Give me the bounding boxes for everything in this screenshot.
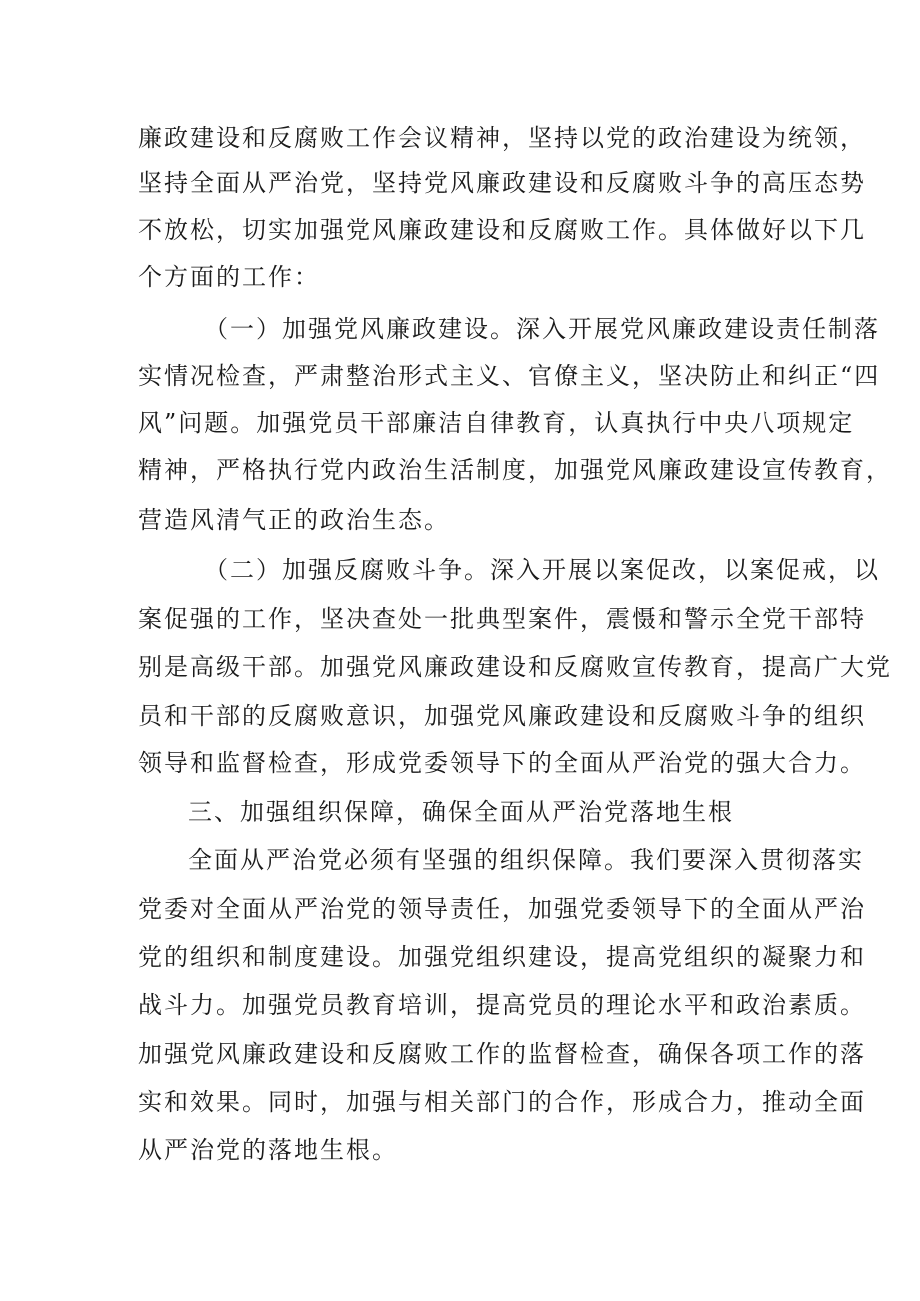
paragraph-line: 个方面的工作： <box>138 263 320 291</box>
paragraph-line: 党委对全面从严治党的领导责任，加强党委领导下的全面从严治 <box>138 895 866 923</box>
paragraph-line: 不放松，切实加强党风廉政建设和反腐败工作。具体做好以下几 <box>138 216 866 244</box>
paragraph-line: 精神，严格执行党内政治生活制度，加强党风廉政建设宣传教育， <box>138 456 892 484</box>
paragraph-line: （二）加强反腐败斗争。深入开展以案促改，以案促戒，以 <box>204 556 880 584</box>
paragraph-line: 别是高级干部。加强党风廉政建设和反腐败宣传教育，提高广大党 <box>138 653 892 681</box>
paragraph-line: 加强党风廉政建设和反腐败工作的监督检查，确保各项工作的落 <box>138 1040 866 1068</box>
paragraph-line: 从严治党的落地生根。 <box>138 1136 398 1164</box>
paragraph-line: （一）加强党风廉政建设。深入开展党风廉政建设责任制落 <box>204 315 880 343</box>
paragraph-line: 廉政建设和反腐败工作会议精神，坚持以党的政治建设为统领， <box>138 124 866 152</box>
paragraph-line: 实和效果。同时，加强与相关部门的合作，形成合力，推动全面 <box>138 1088 866 1116</box>
paragraph-line: 领导和监督检查，形成党委领导下的全面从严治党的强大合力。 <box>138 749 866 777</box>
paragraph-line: 风”问题。加强党员干部廉洁自律教育，认真执行中央八项规定 <box>138 409 855 437</box>
paragraph-line: 党的组织和制度建设。加强党组织建设，提高党组织的凝聚力和 <box>138 943 866 971</box>
paragraph-line: 实情况检查，严肃整治形式主义、官僚主义，坚决防止和纠正“四 <box>138 362 881 390</box>
paragraph-line: 营造风清气正的政治生态。 <box>138 506 450 534</box>
paragraph-line: 全面从严治党必须有坚强的组织保障。我们要深入贯彻落实 <box>188 846 864 874</box>
paragraph-line: 坚持全面从严治党，坚持党风廉政建设和反腐败斗争的高压态势 <box>138 169 866 197</box>
paragraph-line: 案促强的工作，坚决查处一批典型案件，震慑和警示全党干部特 <box>138 605 866 633</box>
section-heading: 三、加强组织保障，确保全面从严治党落地生根 <box>188 798 734 826</box>
paragraph-line: 战斗力。加强党员教育培训，提高党员的理论水平和政治素质。 <box>138 991 866 1019</box>
paragraph-line: 员和干部的反腐败意识，加强党风廉政建设和反腐败斗争的组织 <box>138 702 866 730</box>
